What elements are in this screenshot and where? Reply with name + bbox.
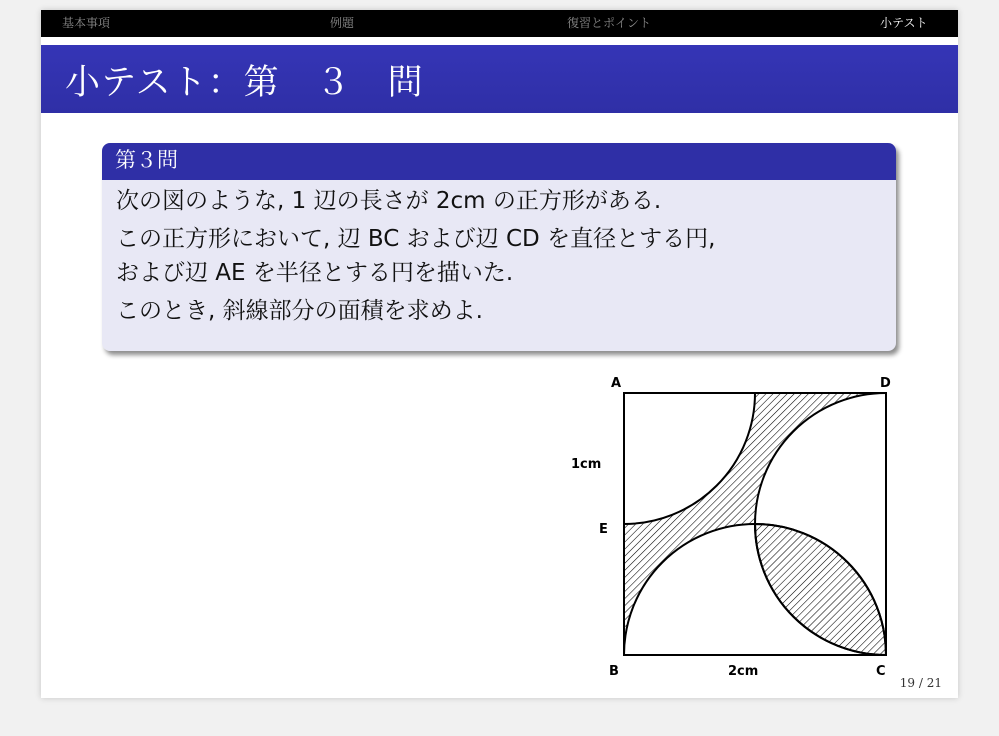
square-circles-diagram <box>561 365 901 690</box>
hatched-lens <box>755 524 886 655</box>
problem-line: および辺 AE を半径とする円を描いた. <box>116 260 514 286</box>
label-d: D <box>880 376 891 391</box>
label-2cm: 2cm <box>728 664 759 679</box>
nav-item-quiz[interactable]: 小テスト <box>880 16 928 30</box>
label-1cm: 1cm <box>571 457 602 472</box>
problem-line: この正方形において, 辺 BC および辺 CD を直径とする円, <box>116 226 716 252</box>
problem-line: このとき, 斜線部分の面積を求めよ. <box>116 298 483 324</box>
geometry-figure <box>561 365 901 690</box>
slide <box>41 10 958 698</box>
label-a: A <box>611 376 622 391</box>
navigation-bar <box>41 10 958 37</box>
label-c: C <box>876 664 886 679</box>
label-e: E <box>599 522 608 537</box>
problem-block-title: 第３問 <box>102 143 896 180</box>
problem-line: 次の図のような, 1 辺の長さが 2cm の正方形がある. <box>116 188 662 214</box>
frame-title: 小テスト：第 ３ 問 <box>65 63 424 103</box>
problem-block-body <box>102 180 896 328</box>
page-number: 19 / 21 <box>899 676 942 690</box>
nav-item-review[interactable]: 復習とポイント <box>567 16 652 30</box>
nav-item-examples[interactable]: 例題 <box>330 16 355 30</box>
label-b: B <box>609 664 619 679</box>
frame-title-bar <box>41 45 958 113</box>
nav-item-basics[interactable]: 基本事項 <box>62 16 111 30</box>
problem-block <box>102 143 896 351</box>
